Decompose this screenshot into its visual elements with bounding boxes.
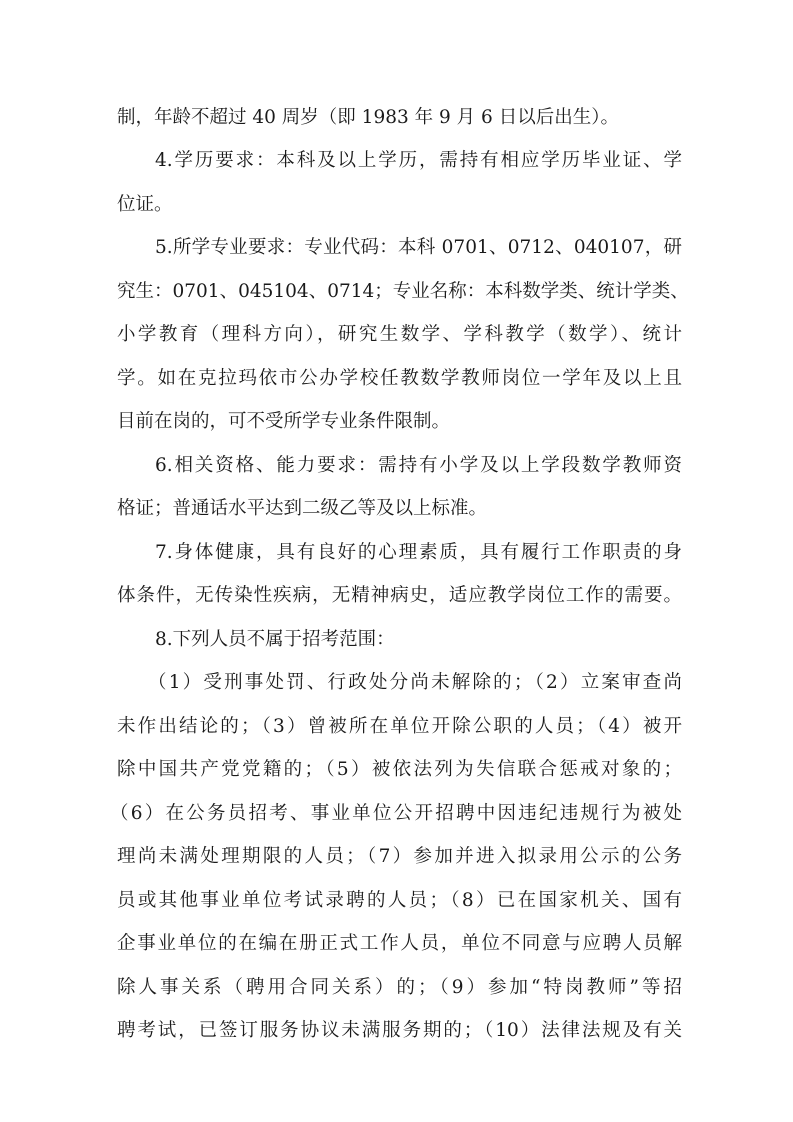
paragraph-line: 未作出结论的；（3）曾被所在单位开除公职的人员；（4）被开 [117, 716, 682, 737]
paragraph-line: 5.所学专业要求：专业代码：本科 0701、0712、040107，研 [155, 237, 682, 258]
paragraph-line: 6.相关资格、能力要求：需持有小学及以上学段数学教师资 [155, 455, 682, 476]
paragraph-line: 除人事关系（聘用合同关系）的；（9）参加“特岗教师”等招 [117, 977, 682, 998]
paragraph-line: （6）在公务员招考、事业单位公开招聘中因违纪违规行为被处 [110, 803, 682, 824]
paragraph-line: 理尚未满处理期限的人员；（7）参加并进入拟录用公示的公务 [117, 846, 682, 867]
paragraph-line: 7.身体健康，具有良好的心理素质，具有履行工作职责的身 [155, 542, 682, 563]
paragraph-line: 体条件，无传染性疾病，无精神病史，适应教学岗位工作的需要。 [117, 585, 682, 606]
paragraph-line: 4.学历要求：本科及以上学历，需持有相应学历毕业证、学 [155, 150, 682, 171]
paragraph-line: 学。如在克拉玛依市公办学校任教数学教师岗位一学年及以上且 [117, 368, 682, 389]
paragraph-line: 员或其他事业单位考试录聘的人员；（8）已在国家机关、国有 [117, 890, 682, 911]
paragraph-line: 制，年龄不超过 40 周岁（即 1983 年 9 月 6 日以后出生）。 [117, 107, 619, 128]
paragraph-line: 小学教育（理科方向），研究生数学、学科教学（数学）、统计 [117, 324, 682, 345]
paragraph-line: 位证。 [117, 194, 173, 215]
paragraph-line: 企事业单位的在编在册正式工作人员，单位不同意与应聘人员解 [117, 933, 682, 954]
paragraph-line: 聘考试，已签订服务协议未满服务期的；（10）法律法规及有关 [117, 1020, 682, 1041]
paragraph-line: （1）受刑事处罚、行政处分尚未解除的；（2）立案审查尚 [148, 672, 682, 693]
paragraph-line: 格证；普通话水平达到二级乙等及以上标准。 [117, 498, 488, 519]
paragraph-line: 究生：0701、045104、0714；专业名称：本科数学类、统计学类、 [117, 281, 689, 302]
paragraph-line: 8.下列人员不属于招考范围： [155, 629, 395, 650]
paragraph-line: 除中国共产党党籍的；（5）被依法列为失信联合惩戒对象的； [117, 759, 682, 780]
paragraph-line: 目前在岗的，可不受所学专业条件限制。 [117, 411, 451, 432]
